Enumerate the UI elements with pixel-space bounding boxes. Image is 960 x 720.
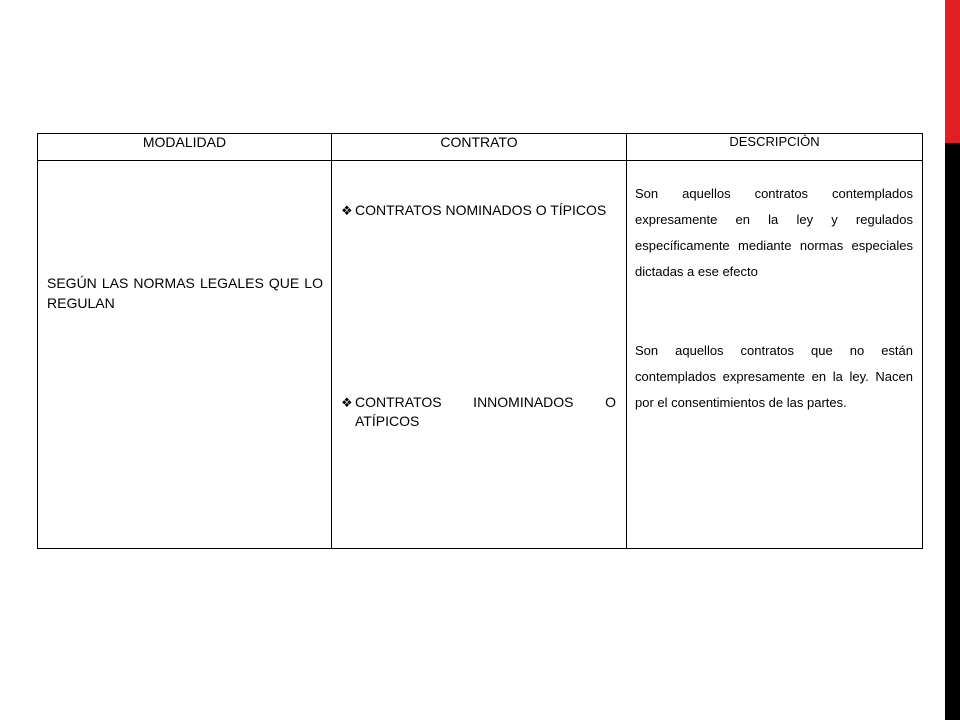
- table-row: [38, 161, 923, 549]
- diamond-bullet-icon: ❖: [341, 395, 353, 410]
- contracts-table: [37, 133, 923, 549]
- table-header-row: [38, 134, 923, 161]
- contract-type-item: [341, 393, 616, 431]
- contract-type-item: [341, 201, 616, 220]
- contrato-cell: [332, 161, 627, 549]
- header-modalidad: MODALIDAD: [38, 134, 332, 161]
- modalidad-text: SEGÚN LAS NORMAS LEGALES QUE LO REGULAN: [47, 275, 323, 311]
- contract-type-label: CONTRATOS NOMINADOS O TÍPICOS: [355, 202, 607, 218]
- contract-type-label: CONTRATOS INNOMINADOS O ATÍPICOS: [355, 394, 616, 429]
- modalidad-cell: [38, 161, 332, 549]
- side-accent-bar-black: [945, 143, 960, 720]
- header-contrato: CONTRATO: [332, 134, 627, 161]
- contract-description: Son aquellos contratos que no están contemplados expresamente en la ley. Nacen por el consentimientos de las partes.: [635, 343, 913, 410]
- side-accent-bar-red: [945, 0, 960, 143]
- diamond-bullet-icon: ❖: [341, 203, 353, 218]
- descripcion-cell: [627, 161, 923, 549]
- header-descripcion: DESCRIPCIÒN: [627, 134, 923, 161]
- contract-description: Son aquellos contratos contemplados expresamente en la ley y regulados específicamente mediante normas especiales dictadas a ese efecto: [635, 186, 913, 279]
